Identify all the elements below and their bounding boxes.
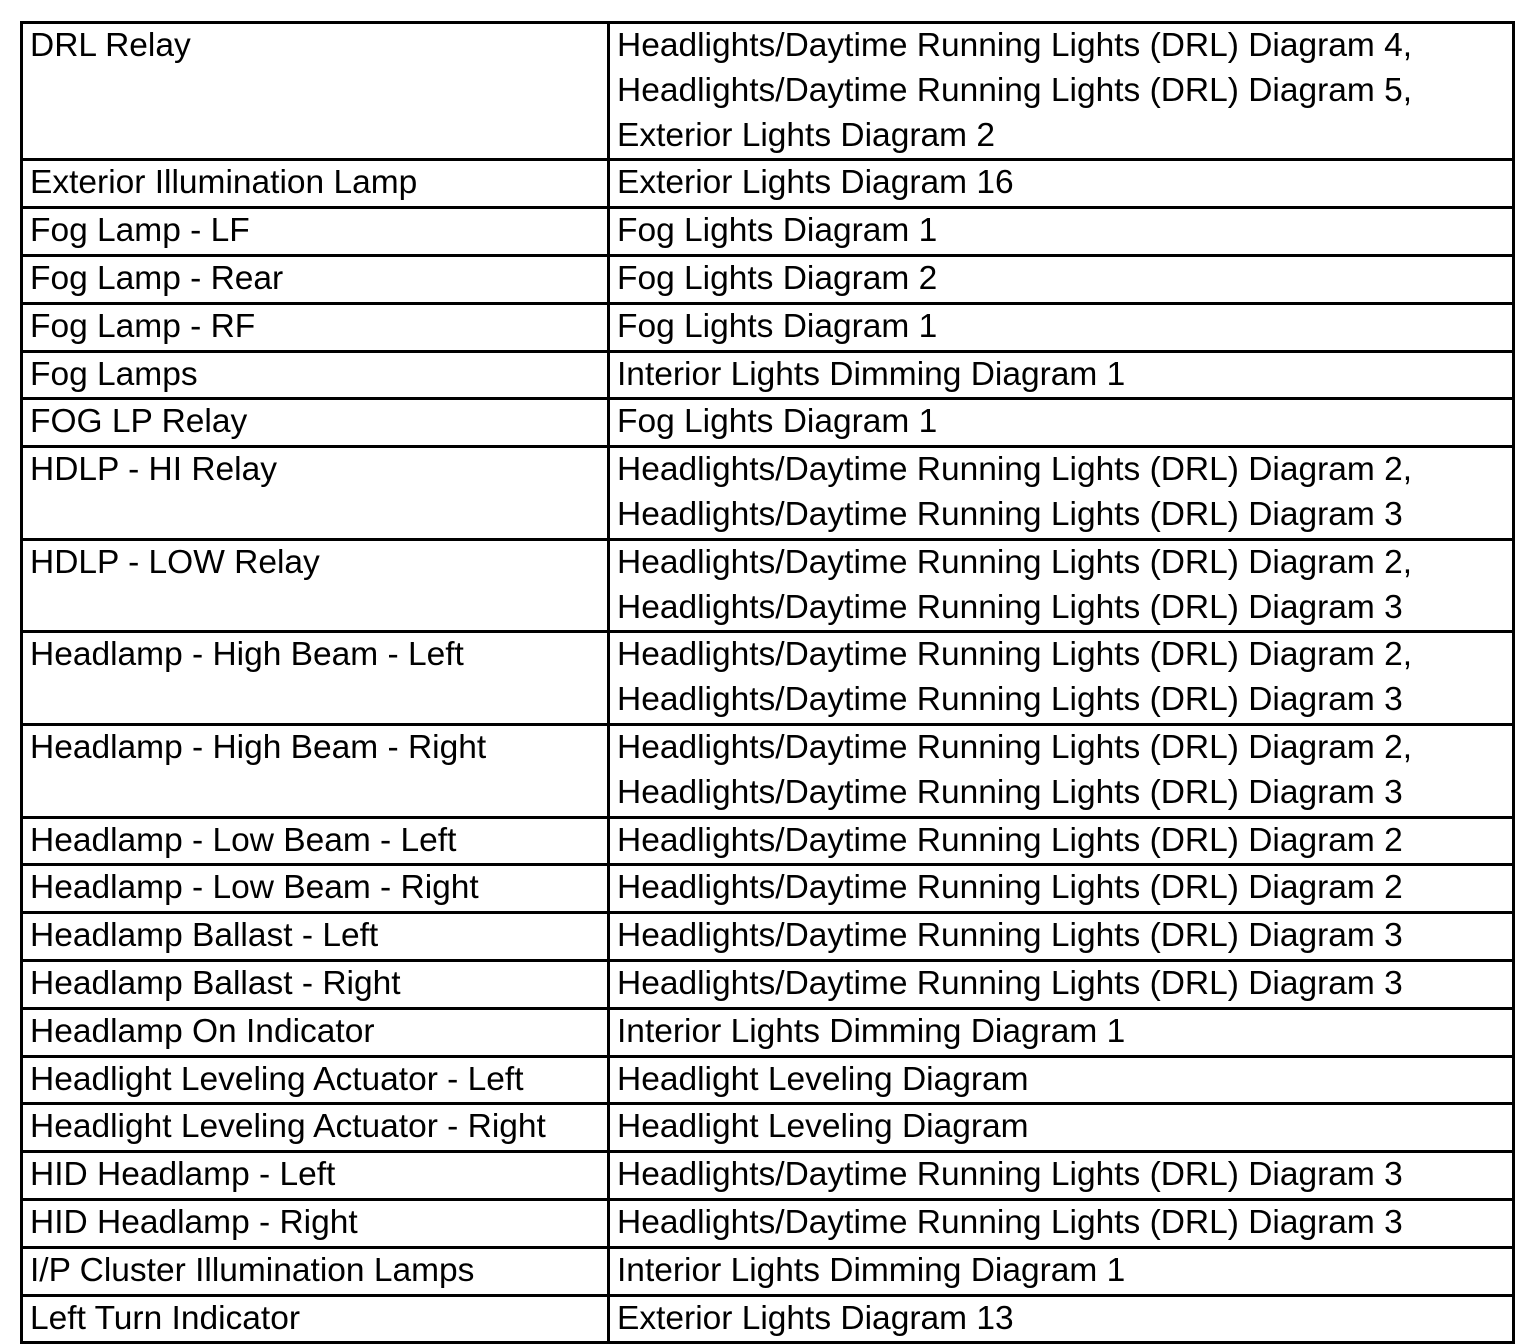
diagram-reference: Fog Lights Diagram 1 bbox=[617, 212, 938, 250]
diagram-cell bbox=[609, 255, 1514, 303]
component-cell: Exterior Illumination Lamp bbox=[22, 160, 609, 208]
table-row bbox=[22, 1199, 1514, 1247]
component-cell: Left Turn Indicator bbox=[22, 1295, 609, 1343]
diagram-reference: Headlights/Daytime Running Lights (DRL) Diagram 4, bbox=[617, 27, 1413, 64]
diagram-cell bbox=[609, 447, 1514, 540]
table-row bbox=[22, 1008, 1514, 1056]
table-row bbox=[22, 351, 1514, 399]
table-row bbox=[22, 447, 1514, 540]
diagram-reference: Headlights/Daytime Running Lights (DRL) Diagram 3 bbox=[617, 1156, 1403, 1194]
diagram-reference: Interior Lights Dimming Diagram 1 bbox=[617, 1251, 1126, 1289]
diagram-reference: Headlights/Daytime Running Lights (DRL) Diagram 3 bbox=[617, 964, 1403, 1002]
table-row bbox=[22, 724, 1514, 817]
diagram-reference: Headlights/Daytime Running Lights (DRL) Diagram 3 bbox=[617, 495, 1403, 533]
diagram-reference: Headlights/Daytime Running Lights (DRL) Diagram 3 bbox=[617, 681, 1403, 719]
document-page bbox=[20, 21, 1512, 1344]
diagram-reference: Exterior Lights Diagram 2 bbox=[617, 116, 995, 154]
diagram-cell bbox=[609, 1295, 1514, 1343]
diagram-cell bbox=[609, 1056, 1514, 1104]
diagram-reference: Headlights/Daytime Running Lights (DRL) Diagram 2, bbox=[617, 636, 1413, 674]
diagram-cell bbox=[609, 1199, 1514, 1247]
diagram-reference: Headlights/Daytime Running Lights (DRL) Diagram 3 bbox=[617, 773, 1403, 811]
component-cell: HDLP - LOW Relay bbox=[22, 539, 609, 632]
diagram-cell bbox=[609, 1152, 1514, 1200]
table-row bbox=[22, 1104, 1514, 1152]
diagram-cell bbox=[609, 865, 1514, 913]
diagram-reference: Headlights/Daytime Running Lights (DRL) Diagram 3 bbox=[617, 917, 1403, 955]
table-row bbox=[22, 160, 1514, 208]
diagram-cell bbox=[609, 817, 1514, 865]
diagram-reference: Headlights/Daytime Running Lights (DRL) Diagram 3 bbox=[617, 588, 1403, 626]
diagram-cell bbox=[609, 913, 1514, 961]
component-diagram-table bbox=[20, 21, 1515, 1344]
table-row bbox=[22, 817, 1514, 865]
diagram-reference: Exterior Lights Diagram 16 bbox=[617, 164, 1014, 202]
table-row bbox=[22, 1295, 1514, 1343]
table-row bbox=[22, 1152, 1514, 1200]
table-row bbox=[22, 960, 1514, 1008]
table-row bbox=[22, 539, 1514, 632]
table-row bbox=[22, 1056, 1514, 1104]
diagram-cell bbox=[609, 724, 1514, 817]
diagram-reference: Headlights/Daytime Running Lights (DRL) Diagram 2, bbox=[617, 543, 1413, 581]
table-row bbox=[22, 913, 1514, 961]
component-cell: Headlamp - High Beam - Left bbox=[22, 632, 609, 725]
table-row bbox=[22, 399, 1514, 447]
table-body bbox=[22, 23, 1514, 1343]
diagram-reference: Headlight Leveling Diagram bbox=[617, 1108, 1029, 1146]
diagram-reference: Fog Lights Diagram 1 bbox=[617, 307, 938, 345]
diagram-reference: Headlights/Daytime Running Lights (DRL) Diagram 2 bbox=[617, 869, 1403, 907]
table-row bbox=[22, 1247, 1514, 1295]
diagram-reference: Exterior Lights Diagram 13 bbox=[617, 1299, 1014, 1337]
component-cell: Headlight Leveling Actuator - Right bbox=[22, 1104, 609, 1152]
component-cell: Fog Lamp - LF bbox=[22, 208, 609, 256]
table-row bbox=[22, 23, 1514, 160]
component-cell: Headlight Leveling Actuator - Left bbox=[22, 1056, 609, 1104]
diagram-cell bbox=[609, 960, 1514, 1008]
diagram-cell bbox=[609, 303, 1514, 351]
component-cell: DRL Relay bbox=[22, 23, 609, 160]
component-cell: Headlamp - Low Beam - Left bbox=[22, 817, 609, 865]
diagram-reference: Fog Lights Diagram 2 bbox=[617, 259, 938, 297]
diagram-reference: Interior Lights Dimming Diagram 1 bbox=[617, 1012, 1126, 1050]
diagram-cell bbox=[609, 399, 1514, 447]
table-row bbox=[22, 255, 1514, 303]
table-row bbox=[22, 303, 1514, 351]
diagram-cell bbox=[609, 23, 1514, 160]
diagram-reference: Headlights/Daytime Running Lights (DRL) Diagram 2, bbox=[617, 728, 1413, 766]
diagram-reference: Headlights/Daytime Running Lights (DRL) Diagram 5, bbox=[617, 71, 1413, 109]
table-row bbox=[22, 865, 1514, 913]
diagram-cell bbox=[609, 1104, 1514, 1152]
diagram-cell bbox=[609, 1247, 1514, 1295]
diagram-reference: Headlight Leveling Diagram bbox=[617, 1060, 1029, 1098]
diagram-reference: Interior Lights Dimming Diagram 1 bbox=[617, 355, 1126, 393]
component-cell: Headlamp Ballast - Right bbox=[22, 960, 609, 1008]
component-cell: HID Headlamp - Left bbox=[22, 1152, 609, 1200]
table-row bbox=[22, 632, 1514, 725]
diagram-reference: Headlights/Daytime Running Lights (DRL) Diagram 2, bbox=[617, 451, 1413, 489]
diagram-cell bbox=[609, 351, 1514, 399]
component-cell: HID Headlamp - Right bbox=[22, 1199, 609, 1247]
diagram-cell bbox=[609, 160, 1514, 208]
component-cell: Headlamp Ballast - Left bbox=[22, 913, 609, 961]
component-cell: I/P Cluster Illumination Lamps bbox=[22, 1247, 609, 1295]
component-cell: Fog Lamp - RF bbox=[22, 303, 609, 351]
component-cell: Headlamp - High Beam - Right bbox=[22, 724, 609, 817]
diagram-reference: Fog Lights Diagram 1 bbox=[617, 403, 938, 441]
diagram-cell bbox=[609, 539, 1514, 632]
component-cell: FOG LP Relay bbox=[22, 399, 609, 447]
diagram-cell bbox=[609, 1008, 1514, 1056]
diagram-cell bbox=[609, 632, 1514, 725]
diagram-reference: Headlights/Daytime Running Lights (DRL) Diagram 2 bbox=[617, 821, 1403, 859]
component-cell: Headlamp On Indicator bbox=[22, 1008, 609, 1056]
component-cell: Fog Lamp - Rear bbox=[22, 255, 609, 303]
component-cell: Fog Lamps bbox=[22, 351, 609, 399]
diagram-cell bbox=[609, 208, 1514, 256]
component-cell: Headlamp - Low Beam - Right bbox=[22, 865, 609, 913]
component-cell: HDLP - HI Relay bbox=[22, 447, 609, 540]
diagram-reference: Headlights/Daytime Running Lights (DRL) Diagram 3 bbox=[617, 1203, 1403, 1241]
table-row bbox=[22, 208, 1514, 256]
